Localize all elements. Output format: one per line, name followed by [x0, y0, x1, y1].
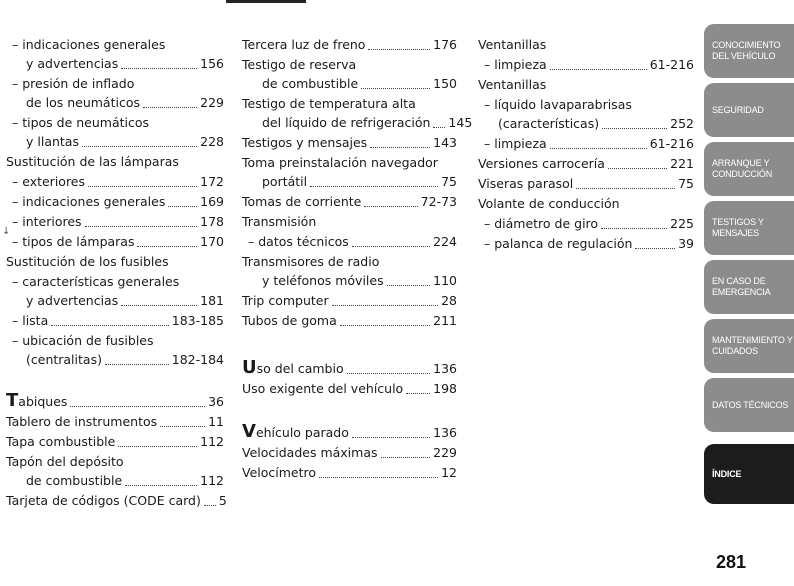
entry-term: Tapa combustible [6, 434, 116, 449]
section-initial-rest: ehículo parado [255, 425, 349, 440]
index-entry [478, 75, 694, 94]
page-reference: 228 [200, 134, 224, 149]
leader-dots [361, 87, 430, 89]
page-reference: 229 [200, 95, 224, 110]
page-reference: 252 [670, 116, 694, 131]
page-reference: 39 [678, 236, 694, 251]
page-reference: 145 [448, 115, 473, 130]
index-entry [6, 152, 224, 171]
page-reference: 12 [441, 465, 457, 480]
page-reference: 150 [433, 76, 457, 91]
entry-term-continued: y advertencias [26, 293, 119, 308]
page-reference: 169 [200, 194, 224, 209]
section-initial: T [6, 390, 19, 411]
leader-dots [137, 245, 197, 247]
page-reference: 221 [670, 156, 694, 171]
index-entry [6, 452, 224, 490]
entry-term: – indicaciones generales [12, 37, 166, 52]
index-entry [242, 422, 457, 442]
page-reference: 198 [433, 381, 457, 396]
entry-term: – características generales [12, 274, 180, 289]
entry-term: – interiores [12, 214, 82, 229]
leader-dots [85, 225, 198, 227]
page-reference: 211 [433, 313, 457, 328]
index-entry [6, 491, 227, 510]
entry-term: – ubicación de fusibles [12, 333, 154, 348]
page-reference: 176 [433, 37, 457, 52]
section-initial: V [242, 421, 256, 442]
leader-dots [332, 304, 438, 306]
leader-dots [635, 247, 675, 249]
leader-dots [370, 146, 430, 148]
index-entry [6, 272, 224, 310]
entry-term-continued: de los neumáticos [26, 95, 140, 110]
entry-term: Testigo de reserva [242, 57, 357, 72]
leader-dots [204, 504, 216, 506]
page-reference: 172 [200, 174, 224, 189]
page-reference: 61-216 [649, 136, 694, 151]
entry-term-continued: (características) [498, 116, 600, 131]
entry-term: Transmisores de radio [242, 254, 380, 269]
index-entry [242, 55, 457, 93]
page-reference: 181 [200, 293, 224, 308]
index-entry [478, 194, 694, 213]
page-reference: 112 [200, 434, 224, 449]
index-entry [6, 391, 224, 411]
index-entry [242, 133, 457, 152]
leader-dots [82, 145, 197, 147]
page-reference: 75 [441, 174, 457, 189]
index-entry [478, 174, 694, 193]
section-tab[interactable]: DATOS TÉCNICOS [704, 378, 794, 432]
entry-term-continued: portátil [262, 174, 308, 189]
entry-term: Testigos y mensajes [242, 135, 368, 150]
leader-dots [310, 185, 438, 187]
section-tab[interactable]: MANTENIMIENTO Y CUIDADOS [704, 319, 794, 373]
index-entry [242, 443, 457, 462]
entry-term: Tablero de instrumentos [6, 414, 158, 429]
section-initial: U [242, 357, 257, 378]
index-entry [478, 214, 694, 233]
index-entry [6, 232, 224, 251]
index-entry [478, 234, 694, 253]
leader-dots [387, 284, 431, 286]
index-entry [242, 311, 457, 330]
entry-term: – datos técnicos [248, 234, 349, 249]
page-reference: 170 [200, 234, 224, 249]
page-reference: 28 [441, 293, 457, 308]
entry-term: – tipos de lámparas [12, 234, 135, 249]
leader-dots [550, 68, 647, 70]
leader-dots [121, 67, 197, 69]
index-entry [478, 95, 694, 133]
entry-term [242, 358, 344, 378]
page-reference: 112 [200, 473, 224, 488]
leader-dots [576, 187, 675, 189]
section-tab[interactable]: TESTIGOS Y MENSAJES [704, 201, 794, 255]
index-entry [242, 358, 457, 378]
section-initial-rest: so del cambio [256, 361, 344, 376]
leader-dots [608, 167, 667, 169]
leader-dots [319, 476, 438, 478]
entry-term: Tapón del depósito [6, 454, 124, 469]
entry-term: Trip computer [242, 293, 329, 308]
index-entry [478, 134, 694, 153]
entry-term: – diámetro de giro [484, 216, 599, 231]
entry-term: Ventanillas [478, 37, 547, 52]
index-entry [6, 74, 224, 112]
leader-dots [88, 185, 197, 187]
entry-term [242, 422, 349, 442]
index-entry [6, 172, 224, 191]
entry-term: – lista [12, 313, 49, 328]
entry-term: – tipos de neumáticos [12, 115, 150, 130]
index-entry [242, 232, 457, 251]
leader-dots [381, 456, 431, 458]
leader-dots [70, 405, 205, 407]
page-reference: 136 [433, 361, 457, 376]
page-reference: 75 [678, 176, 694, 191]
page-reference: 156 [200, 56, 224, 71]
entry-term-continued: de combustible [262, 76, 359, 91]
page-number: 281 [716, 552, 747, 572]
entry-term: Ventanillas [478, 77, 547, 92]
entry-term: Velocidades máximas [242, 445, 378, 460]
leader-dots [347, 372, 431, 374]
entry-term: – indicaciones generales [12, 194, 166, 209]
index-entry [242, 379, 457, 398]
index-entry [242, 94, 473, 132]
index-entry [6, 311, 224, 330]
entry-term-continued: y advertencias [26, 56, 119, 71]
entry-term: Sustitución de los fusibles [6, 254, 169, 269]
index-entry [242, 463, 457, 482]
leader-dots [352, 436, 430, 438]
leader-dots [125, 484, 197, 486]
entry-term: Velocímetro [242, 465, 317, 480]
entry-term: – palanca de regulación [484, 236, 633, 251]
leader-dots [601, 227, 667, 229]
leader-dots [602, 127, 667, 129]
index-entry [6, 432, 224, 451]
leader-dots [121, 304, 197, 306]
index-entry [242, 192, 457, 211]
index-entry [6, 412, 224, 431]
entry-term: Uso exigente del vehículo [242, 381, 404, 396]
entry-term-continued: (centralitas) [26, 352, 102, 367]
entry-term: Testigo de temperatura alta [242, 96, 416, 111]
page-reference: 224 [433, 234, 457, 249]
index-entry [6, 113, 224, 151]
index-entry [6, 252, 224, 271]
page-reference: 36 [208, 394, 224, 409]
page-reference: 183-185 [171, 313, 224, 328]
index-entry [242, 252, 457, 290]
leader-dots [51, 324, 169, 326]
index-entry [478, 55, 694, 74]
leader-dots [406, 392, 430, 394]
entry-term: Tercera luz de freno [242, 37, 366, 52]
section-tab[interactable]: CONOCIMIENTO DEL VEHÍCULO [704, 24, 794, 78]
page-reference: 136 [433, 425, 457, 440]
index-column-3 [478, 34, 694, 253]
entry-term-continued: y llantas [26, 134, 79, 149]
entry-term: – presión de inflado [12, 76, 135, 91]
page-reference: 11 [208, 414, 224, 429]
index-column-2 [242, 34, 473, 482]
section-tabs [704, 24, 794, 509]
index-entry [6, 35, 224, 73]
leader-dots [168, 205, 197, 207]
index-entry [242, 291, 457, 310]
entry-term: – limpieza [484, 57, 547, 72]
leader-dots [368, 48, 430, 50]
index-column-1 [6, 34, 227, 510]
entry-term: Tarjeta de códigos (CODE card) [6, 493, 201, 508]
section-tab[interactable]: ÍNDICE [704, 444, 794, 504]
page-reference: 110 [433, 273, 457, 288]
index-entry [6, 331, 224, 369]
index-entry [6, 212, 224, 231]
entry-term: Volante de conducción [478, 196, 620, 211]
entry-term: – exteriores [12, 174, 86, 189]
section-tab[interactable]: SEGURIDAD [704, 83, 794, 137]
page-reference: 178 [200, 214, 224, 229]
entry-term-continued: del líquido de refrigeración [262, 115, 431, 130]
page-reference: 5 [218, 493, 227, 508]
section-tab[interactable]: ARRANQUE Y CONDUCCIÓN [704, 142, 794, 196]
page-reference: 225 [670, 216, 694, 231]
page-reference: 229 [433, 445, 457, 460]
leader-dots [118, 445, 197, 447]
leader-dots [364, 205, 417, 207]
leader-dots [340, 324, 430, 326]
entry-term: Sustitución de las lámparas [6, 154, 179, 169]
index-entry [242, 212, 457, 231]
leader-dots [433, 126, 445, 128]
entry-term: Versiones carrocería [478, 156, 605, 171]
page-reference: 143 [433, 135, 457, 150]
entry-term: Toma preinstalación navegador [242, 155, 438, 170]
index-entry [242, 35, 457, 54]
section-initial-rest: abiques [18, 394, 68, 409]
entry-term-continued: de combustible [26, 473, 123, 488]
top-rule [226, 0, 306, 3]
entry-term [6, 391, 67, 411]
leader-dots [352, 245, 430, 247]
leader-dots [143, 106, 197, 108]
page-reference: 182-184 [171, 352, 224, 367]
section-tab[interactable]: EN CASO DE EMERGENCIA [704, 260, 794, 314]
index-entry [478, 154, 694, 173]
leader-dots [550, 147, 647, 149]
index-entry [242, 153, 457, 191]
entry-term: Tomas de corriente [242, 194, 362, 209]
entry-term: Tubos de goma [242, 313, 337, 328]
page-reference: 61-216 [649, 57, 694, 72]
leader-dots [160, 425, 205, 427]
leader-dots [105, 363, 169, 365]
entry-term: Transmisión [242, 214, 317, 229]
entry-term: Viseras parasol [478, 176, 574, 191]
index-entry [478, 35, 694, 54]
index-entry [6, 192, 224, 211]
entry-term-continued: y teléfonos móviles [262, 273, 384, 288]
entry-term: – líquido lavaparabrisas [484, 97, 632, 112]
page-reference: 72-73 [420, 194, 457, 209]
entry-term: – limpieza [484, 136, 547, 151]
margin-mark: ↓ [2, 226, 11, 237]
